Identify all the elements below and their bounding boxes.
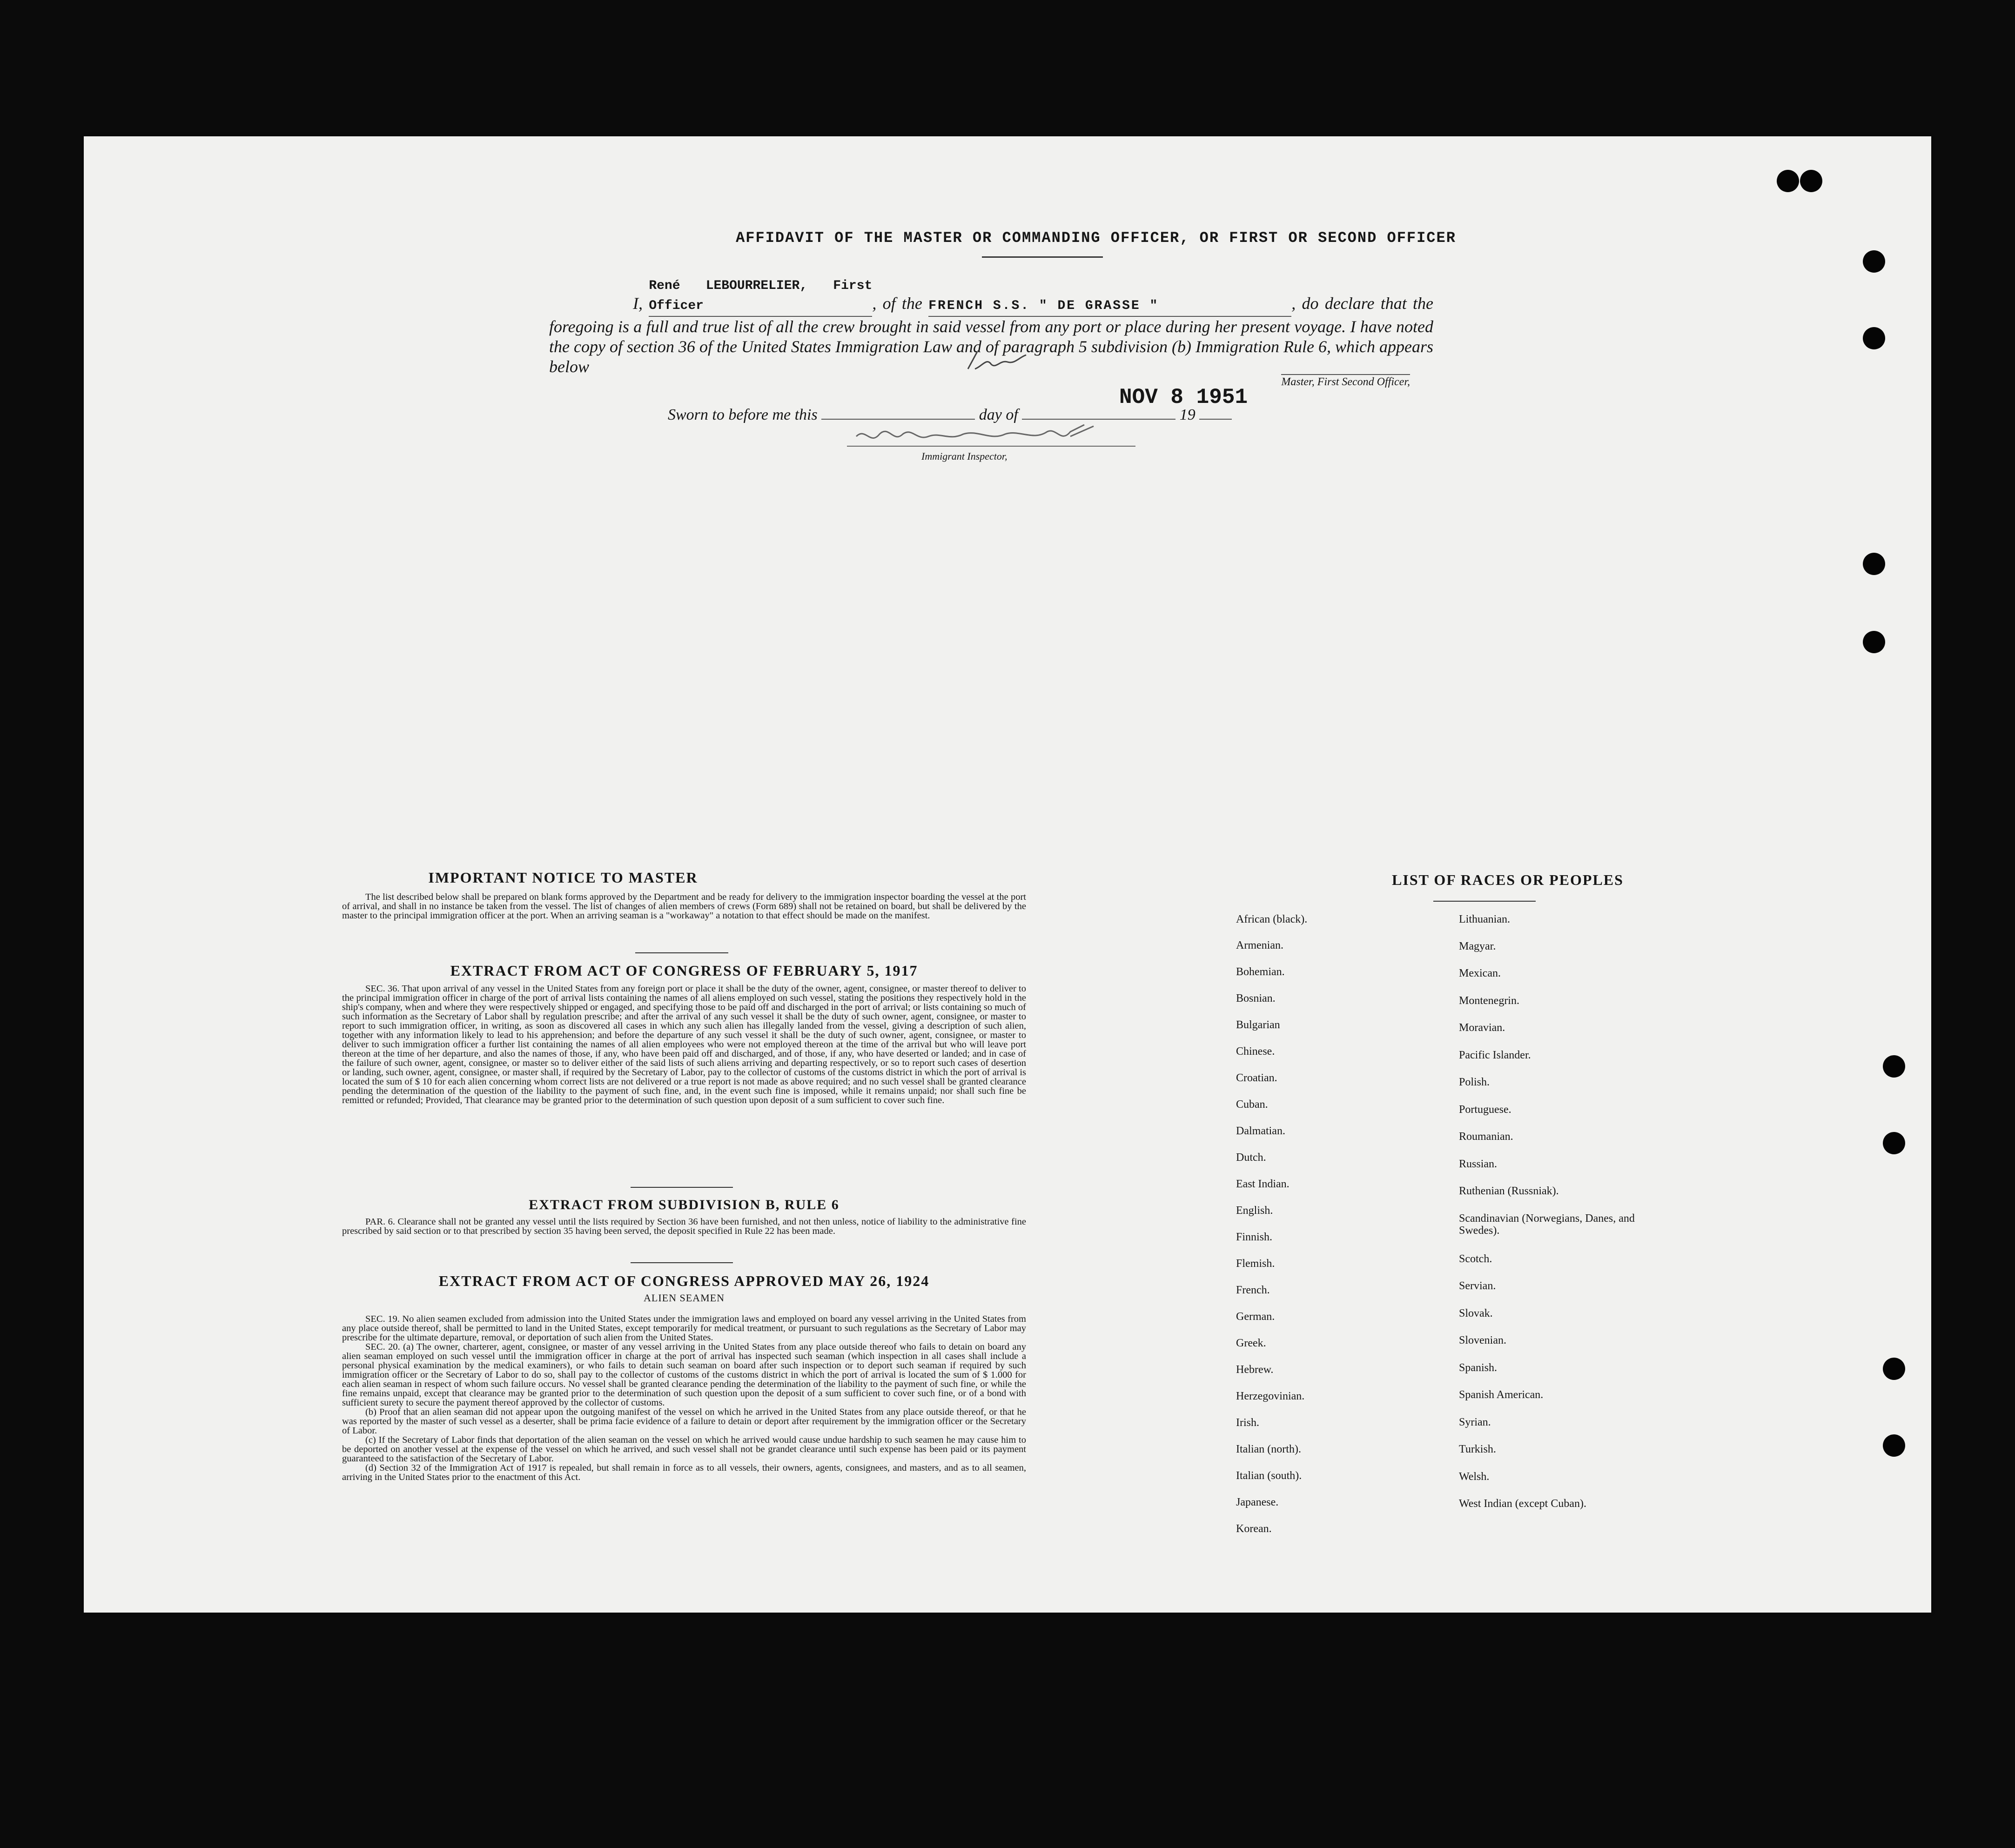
race-item: Turkish. (1459, 1443, 1496, 1455)
section-rule (631, 1187, 733, 1188)
inspector-caption: Immigrant Inspector, (921, 450, 1008, 462)
race-item: Spanish American. (1459, 1389, 1544, 1401)
month-blank (1022, 419, 1175, 420)
punch-hole (1883, 1055, 1905, 1078)
extract2-title: EXTRACT FROM SUBDIVISION B, RULE 6 (529, 1197, 840, 1212)
notice-title: IMPORTANT NOTICE TO MASTER (428, 869, 698, 886)
race-item: Bohemian. (1236, 966, 1285, 978)
race-item: Portuguese. (1459, 1104, 1511, 1116)
race-item: Scandinavian (Norwegians, Danes, and Swedes). (1459, 1212, 1635, 1237)
race-item: West Indian (except Cuban). (1459, 1498, 1586, 1510)
race-item: Italian (north). (1236, 1443, 1301, 1455)
title-rule (982, 256, 1103, 258)
sec20d-paragraph: (d) Section 32 of the Immigration Act of 1917 is repealed, but shall remain in force as to all vessels, their owners, agents, consignees, and masters, and as to all seamen, arriving in the United States prior to the enactment of this Act. (342, 1463, 1026, 1482)
race-item: Syrian. (1459, 1416, 1491, 1428)
race-item: Japanese. (1236, 1496, 1279, 1508)
date-stamp: NOV 8 1951 (1119, 385, 1248, 409)
race-item: Dutch. (1236, 1152, 1266, 1164)
sec20c-paragraph: (c) If the Secretary of Labor finds that deportation of the alien seaman on the vessel on which he arrived would cause undue hardship to such seamen he may cause him to be deported on another vessel at the expense of the vessel on which he arrived, and such vessel shall not be grandet clearance until such expense has been paid or its payment guaranteed to the satisfaction of the Secretary of Labor. (342, 1435, 1026, 1464)
officer-caption: Master, First Second Officer, (735, 376, 1410, 388)
race-item: Pacific Islander. (1459, 1049, 1531, 1061)
race-item: Croatian. (1236, 1072, 1277, 1084)
race-item: Cuban. (1236, 1098, 1268, 1111)
sec19-paragraph: SEC. 19. No alien seamen excluded from admission into the United States under the immigration laws and employed on board any vessel arriving in the United States from any place outside thereof, shall be permitted to land in the United States, except temporarily for medical treatment, or pursuant to such regulations as the Secretary of Labor may prescribe for the ultimate departure, removal, or deportation of such alien from the United States. (342, 1314, 1026, 1343)
race-item: English. (1236, 1205, 1273, 1217)
declarant-prefix: I, (633, 294, 643, 313)
race-item: Mexican. (1459, 967, 1501, 979)
do-declare-label: , do declare (1291, 294, 1375, 313)
race-item: Flemish. (1236, 1258, 1275, 1270)
races-title: LIST OF RACES OR PEOPLES (1392, 871, 1624, 888)
notice-body: The list described below shall be prepared on blank forms approved by the Department and be ready for delivery to the immigration inspector boarding the vessel at the port of arrival, and shall in no instance be taken from the vessel. The list of changes of alien members of crews (Form 689) shall not be retained on board, but shall be delivered by the master to the principal immigration officer at the port. When an arriving seaman is a "workaway" a notation to that effect should be made on the manifest. (342, 892, 1026, 921)
day-of-label: day of (979, 406, 1018, 423)
punch-hole (1883, 1358, 1905, 1380)
race-item: Finnish. (1236, 1231, 1273, 1243)
race-item: Russian. (1459, 1158, 1498, 1170)
section-rule (635, 952, 728, 953)
race-item: African (black). (1236, 913, 1308, 925)
statement-text: that the foregoing is a full and true list of all the crew brought in said vessel from any port or place during her present voyage. I have noted the copy of section 36 of the United States Immigration Law and of paragraph 5 subdivision (b) Immigration Rule 6, which appears below (549, 294, 1434, 376)
sec20a-paragraph: SEC. 20. (a) The owner, charterer, agent, consignee, or master of any vessel arriving in the United States from any place outside thereof who fails to detain on board any alien seaman employed on such vessel until the immigration officer in charge at the port of arrival has inspected such seaman (which inspection in all cases shall include a personal physical examination by the medical examiners), or who fails to detain such seaman on board after such inspection or to deport such seaman if required by such immigration officer or the Secretary of Labor to do so, shall pay to the collector of customs of the customs district in which the port of arrival is located the sum of $ 1.000 for each alien seaman in respect of whom such failure occurs. No vessel shall be granted clearance pending the determination of the liability to the payment of such fine, or while the fine remains unpaid, except that clearance may be granted prior to the determination of such question upon the deposit of a sum sufficient to cover such fine, or of a bond with sufficient surety to secure the payment thereof approved by the collector of customs. (342, 1342, 1026, 1408)
section-rule (631, 1262, 733, 1263)
punch-hole (1863, 553, 1885, 575)
punch-hole (1883, 1434, 1905, 1457)
race-item: Irish. (1236, 1417, 1259, 1429)
race-item: Bosnian. (1236, 992, 1276, 1004)
race-item: Moravian. (1459, 1022, 1505, 1034)
sworn-line (668, 406, 1366, 424)
race-item: Chinese. (1236, 1045, 1275, 1058)
extract2-body: PAR. 6. Clearance shall not be granted any vessel until the lists required by Section 36 have been furnished, and not then unless, notice of liability to the administrative fine prescribed by said section or to that prescribed by section 35 having been served, the deposit specified in Rule 22 has been made. (342, 1217, 1026, 1236)
document-page (84, 136, 1931, 1613)
race-item: East Indian. (1236, 1178, 1290, 1190)
race-item: German. (1236, 1311, 1275, 1323)
race-item: Montenegrin. (1459, 995, 1519, 1007)
race-item: Servian. (1459, 1280, 1496, 1292)
declarant-name: René LEBOURRELIER, First Officer (649, 276, 872, 317)
officer-signature (963, 348, 1028, 376)
race-item: Herzegovinian. (1236, 1390, 1305, 1402)
race-item: Slovak. (1459, 1307, 1493, 1319)
race-item: Ruthenian (Russniak). (1459, 1185, 1559, 1197)
punch-hole (1883, 1132, 1905, 1154)
vessel-name: FRENCH S.S. " DE GRASSE " (928, 296, 1291, 317)
affidavit-title: AFFIDAVIT OF THE MASTER OR COMMANDING OFFICER, OR FIRST OR SECOND OFFICER (736, 229, 1456, 247)
punch-hole (1863, 631, 1885, 653)
race-item: Welsh. (1459, 1471, 1490, 1483)
of-the-label: , of the (872, 294, 922, 313)
race-item: Scotch. (1459, 1253, 1492, 1265)
race-item: Hebrew. (1236, 1364, 1274, 1376)
punch-hole (1863, 327, 1885, 349)
race-item: Korean. (1236, 1523, 1272, 1535)
race-item: Armenian. (1236, 939, 1283, 951)
races-rule (1433, 901, 1536, 902)
race-item: Slovenian. (1459, 1334, 1506, 1346)
race-item: Greek. (1236, 1337, 1266, 1349)
punch-hole (1777, 170, 1799, 192)
sec20b-paragraph: (b) Proof that an alien seaman did not appear upon the outgoing manifest of the vessel on which he arrived in the United States from any place outside thereof, or that he was reported by the master of such vessel as a deserter, shall be prima facie evidence of a failure to detain or deport after requirement by the immigration officer or the Secretary of Labor. (342, 1407, 1026, 1436)
extract1-title: EXTRACT FROM ACT OF CONGRESS OF FEBRUARY 5, 1917 (450, 962, 918, 979)
punch-hole (1863, 250, 1885, 273)
extract3-subtitle: ALIEN SEAMEN (644, 1292, 725, 1304)
race-item: Lithuanian. (1459, 913, 1510, 925)
race-item: Spanish. (1459, 1362, 1498, 1374)
race-item: French. (1236, 1284, 1270, 1296)
extract3-body (342, 1314, 1026, 1482)
year-blank (1199, 419, 1232, 420)
race-item: Italian (south). (1236, 1470, 1302, 1482)
race-item: Dalmatian. (1236, 1125, 1285, 1137)
inspector-rule (847, 446, 1135, 447)
extract1-body: SEC. 36. That upon arrival of any vessel in the United States from any foreign port or place it shall be the duty of the owner, agent, consignee, or master thereof to deliver to the principal immigration officer in charge of the port of arrival lists containing the names of all aliens employed on such vessel, stating the positions they respectively hold in the ship's company, when and where they were respectively shipped or engaged, and specifying those to be paid off and discharged in the port of arrival; or lists containing so much of such information as the Secretary of Labor shall by regulation prescribe; and after the arrival of any such vessel it shall be the duty of such owner, agent, consignee, or master to report to such immigration officer, in writing, as soon as discovered all cases in which any such alien has illegally landed from the vessel, giving a description of such alien, together with any information likely to lead to his apprehension; and before the departure of any such vessel it shall be the duty of such owner, agent, consignee, or master to deliver to such immigration officer a further list containing the names of all alien employees who were not employed thereon at the time of the arrival but who will leave port thereon at the time of her departure, and also the names of those, if any, who have been paid off and discharged, and of those, if any, who have deserted or landed; and in case of the failure of such owner, agent, consignee, or master so to deliver either of the said lists of such aliens arriving and departing respectively, or so to report such cases of desertion or landing, such owner, agent, consignee, or master shall, if required by the Secretary of Labor, pay to the collector of customs of the customs district in which the port of arrival is located the sum of $ 10 for each alien concerning whom correct lists are not delivered or a true report is not made as above required; and no such vessel shall be granted clearance pending the determination of the question of the liability to the payment of such fine, and, in the event such fine is imposed, while it remains unpaid; nor shall such fine be remitted or refunded; Provided, That clearance may be granted prior to the determination of such question upon deposit of a sum sufficient to cover such fine. (342, 984, 1026, 1105)
extract3-title: EXTRACT FROM ACT OF CONGRESS APPROVED MAY 26, 1924 (438, 1272, 930, 1289)
year-prefix: 19 (1179, 406, 1196, 423)
race-item: Roumanian. (1459, 1131, 1513, 1143)
day-blank (821, 419, 975, 420)
race-item: Bulgarian (1236, 1019, 1280, 1031)
race-item: Polish. (1459, 1076, 1490, 1088)
sworn-prefix: Sworn to before me this (668, 406, 818, 423)
punch-hole (1800, 170, 1822, 192)
race-item: Magyar. (1459, 940, 1496, 952)
